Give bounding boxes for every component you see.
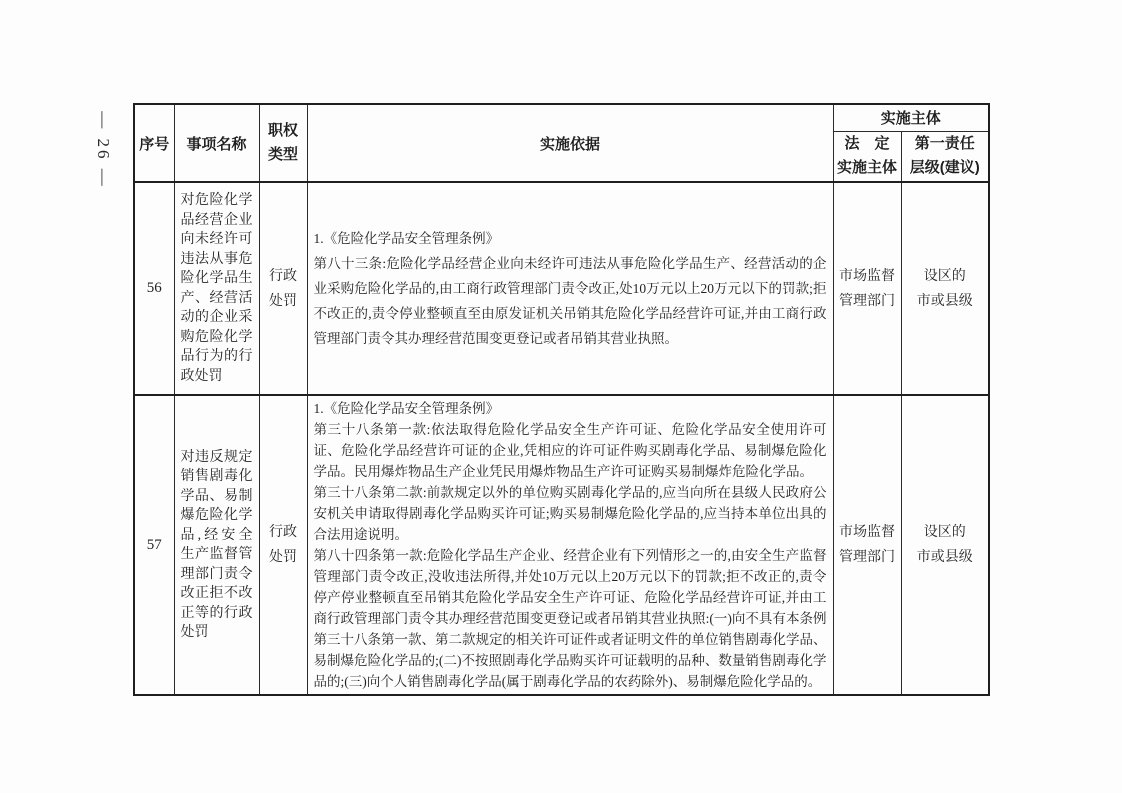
legal-subject-cell: 市场监督 管理部门 (833, 395, 901, 695)
page-number: — 26 — (94, 111, 113, 189)
table-header (134, 104, 989, 182)
legal-subject-cell: 市场监督 管理部门 (833, 182, 901, 395)
header-responsibility-level: 第一责任 层级(建议) (901, 131, 989, 182)
authority-items-table (133, 103, 990, 696)
responsibility-level-cell: 设区的 市或县级 (901, 182, 989, 395)
table-row (134, 182, 989, 395)
header-basis: 实施依据 (307, 104, 833, 182)
authority-type-cell: 行政处罚 (259, 395, 307, 695)
basis-paragraph: 第三十八条第二款:前款规定以外的单位购买剧毒化学品的,应当向所在县级人民政府公安机关申请取得剧毒化学品购买许可证;购买易制爆危险化学品的,应当持本单位出具的合法用途说明。 (313, 485, 827, 542)
header-legal-subject: 法 定 实施主体 (833, 131, 901, 182)
authority-type-cell: 行政处罚 (259, 182, 307, 395)
responsibility-level-cell: 设区的 市或县级 (901, 395, 989, 695)
basis-paragraph: 第八十四条第一款:危险化学品生产企业、经营企业有下列情形之一的,由安全生产监督管理部门责令改正,没收违法所得,并处10万元以上20万元以下的罚款;拒不改正的,责令停产停业整顿直至吊销其危险化学品安全生产许可证、危险化学品经营许可证,并由工商行政管理部门责令其办理经营范围变更登记或者吊销其营业执照:(一)向不具有本条例第三十八条第一款、第二款规定的相关许可证件或者证明文件的单位销售剧毒化学品、易制爆危险化学品的;(二)不按照剧毒化学品购买许可证载明的品种、数量销售剧毒化学品的;(三)向个人销售剧毒化学品(属于剧毒化学品的农药除外)、易制爆危险化学品的。 (313, 548, 827, 689)
basis-paragraph: 1.《危险化学品安全管理条例》 (313, 401, 500, 416)
item-name-cell: 对危险化学品经营企业向未经许可违法从事危险化学品生产、经营活动的企业采购危险化学品行为的行政处罚 (174, 182, 259, 395)
header-seq: 序号 (134, 104, 174, 182)
basis-cell (307, 395, 833, 695)
basis-paragraph: 第三十八条第一款:依法取得危险化学品安全生产许可证、危险化学品安全使用许可证、危险化学品经营许可证的企业,凭相应的许可证件购买剧毒化学品、易制爆危险化学品。民用爆炸物品生产企业凭民用爆炸物品生产许可证购买易制爆炸危险化学品。 (313, 422, 827, 479)
header-authority-type: 职权 类型 (259, 104, 307, 182)
basis-paragraph: 1.《危险化学品安全管理条例》 (313, 231, 500, 246)
header-subject-group: 实施主体 (833, 104, 989, 131)
item-name-cell: 对违反规定销售剧毒化学品、易制爆危险化学品,经安全生产监督管理部门责令改正拒不改正等的行政处罚 (174, 395, 259, 695)
basis-cell (307, 182, 833, 395)
seq-cell: 56 (134, 182, 174, 395)
basis-paragraph: 第八十三条:危险化学品经营企业向未经许可违法从事危险化学品生产、经营活动的企业采购危险化学品的,由工商行政管理部门责令改正,处10万元以上20万元以下的罚款;拒不改正的,责令停业整顿直至由原发证机关吊销其危险化学品经营许可证,并由工商行政管理部门责令其办理经营范围变更登记或者吊销其营业执照。 (313, 256, 827, 346)
header-item-name: 事项名称 (174, 104, 259, 182)
seq-cell: 57 (134, 395, 174, 695)
table-row (134, 395, 989, 695)
